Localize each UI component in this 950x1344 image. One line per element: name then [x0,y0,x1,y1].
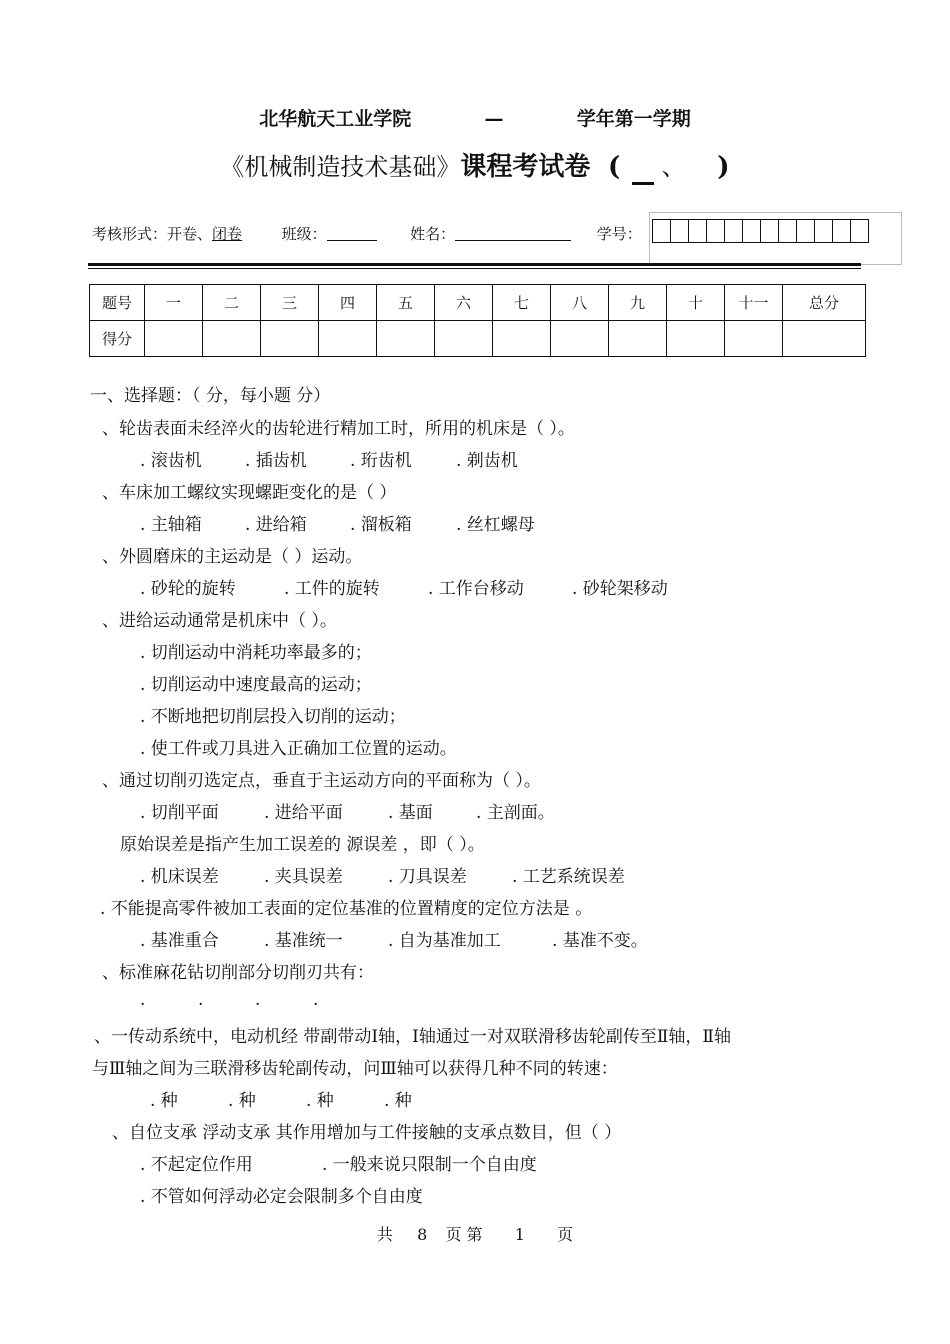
exam-title [0,146,950,185]
score-cell: 二 [203,285,261,321]
student-id-label: 学号： [596,225,642,243]
question-text: 、一传动系统中，电动机经 带副带动Ⅰ轴，Ⅰ轴通过一对双联滑移齿轮副传至Ⅱ轴，Ⅱ轴 [94,1027,731,1047]
id-digit-box[interactable] [832,219,851,243]
score-input-cell[interactable] [435,321,493,357]
exam-header-line1 [0,104,950,131]
option-b: . 一般来说只限制一个自由度 [322,1155,537,1175]
option-b: . 进给平面 [264,803,343,823]
section-title: 一、选择题：（ 分，每小题 分） [90,386,331,406]
option-line: . 不断地把切削层投入切削的运动； [140,707,406,727]
option-b: . 工件的旋转 [284,579,380,599]
score-cell: 十一 [725,285,783,321]
score-cell: 三 [261,285,319,321]
option-a: . [140,990,146,1010]
class-field[interactable] [327,226,377,241]
id-digit-box[interactable] [850,219,869,243]
name-label: 姓名： [410,225,456,243]
score-cell: 六 [435,285,493,321]
option-c: . 工作台移动 [428,579,524,599]
score-table [89,284,866,357]
id-digit-box[interactable] [778,219,797,243]
footer-total-label: 共 [376,1225,393,1244]
option-d: . 砂轮架移动 [572,579,668,599]
option-a: . 不起定位作用 [140,1155,253,1175]
question-text: 、标准麻花钻切削部分切削刃共有： [102,963,374,983]
question-text: 、通过切削刃选定点，垂直于主运动方向的平面称为（ ）。 [102,771,541,791]
option-d: . 丝杠螺母 [456,515,535,535]
term-label: 学年第一学期 [576,108,691,130]
question-text: 、外圆磨床的主运动是（ ）运动。 [102,547,363,567]
score-cell: 一 [145,285,203,321]
id-digit-box[interactable] [796,219,815,243]
score-input-cell[interactable] [319,321,377,357]
id-digit-box[interactable] [706,219,725,243]
option-c: . 珩齿机 [350,451,412,471]
option-d: . 剃齿机 [456,451,518,471]
exam-title-text: 课程考试卷 [460,152,591,182]
score-cell: 八 [551,285,609,321]
score-cell: 四 [319,285,377,321]
id-digit-box[interactable] [760,219,779,243]
option-a: . 主轴箱 [140,515,202,535]
id-digit-box[interactable] [652,219,671,243]
header-rule-thin [88,268,861,269]
name-field[interactable] [455,226,571,241]
question-text: 、车床加工螺纹实现螺距变化的是（ ） [102,483,397,503]
score-table-score-row [90,321,866,357]
course-name: 《机械制造技术基础》 [220,153,461,181]
score-cell: 题号 [90,285,145,321]
id-digit-box[interactable] [742,219,761,243]
score-input-cell[interactable] [203,321,261,357]
class-label: 班级： [281,225,327,243]
score-input-cell[interactable] [377,321,435,357]
option-b: . 种 [228,1091,256,1111]
score-table-header-row [90,285,866,321]
option-a: . 机床误差 [140,867,219,887]
option-d: . [313,990,319,1010]
footer-total-pages: 8 [417,1225,428,1244]
id-digit-box[interactable] [688,219,707,243]
header-rule-thick [88,263,861,266]
question-text-continued: 与Ⅲ轴之间为三联滑移齿轮副传动，问Ⅲ轴可以获得几种不同的转速： [92,1059,618,1079]
question-text: 原始误差是指产生加工误差的 源误差 ，即（ ）。 [120,835,485,855]
question-text: 、自位支承 浮动支承 其作用增加与工件接触的支承点数目，但（ ） [112,1123,622,1143]
page-footer [0,1222,950,1245]
option-c: . [255,990,261,1010]
option-d: . 种 [384,1091,412,1111]
option-b: . [198,990,204,1010]
option-c: . 溜板箱 [350,515,412,535]
score-input-cell[interactable] [783,321,866,357]
student-id-boxes[interactable] [653,219,869,241]
option-b: . 夹具误差 [264,867,343,887]
score-input-cell[interactable] [493,321,551,357]
footer-page-label: 页 第 [445,1225,483,1244]
option-d: . 基准不变。 [552,931,648,951]
option-a: . 砂轮的旋转 [140,579,236,599]
option-line: . 切削运动中消耗功率最多的； [140,643,372,663]
score-cell: 九 [609,285,667,321]
option-b: . 基准统一 [264,931,343,951]
exam-form-closed: 闭卷 [212,225,243,243]
score-cell: 五 [377,285,435,321]
footer-page-end: 页 [557,1225,574,1244]
score-cell: 总分 [783,285,866,321]
id-digit-box[interactable] [724,219,743,243]
score-input-cell[interactable] [667,321,725,357]
option-d: . 工艺系统误差 [512,867,625,887]
option-a: . 种 [150,1091,178,1111]
option-c: . 种 [306,1091,334,1111]
paren-open: ( [608,152,621,182]
exam-meta-row [92,223,642,244]
option-c: . 刀具误差 [388,867,467,887]
score-input-cell[interactable] [725,321,783,357]
option-a: . 基准重合 [140,931,219,951]
exam-form-label: 考核形式：开卷、 [92,225,213,243]
paren-sep: 、 [661,153,686,181]
score-input-cell[interactable] [609,321,667,357]
option-a: . 滚齿机 [140,451,202,471]
score-input-cell[interactable] [261,321,319,357]
question-text: 、轮齿表面未经淬火的齿轮进行精加工时，所用的机床是（ ）。 [102,419,575,439]
footer-page-number: 1 [514,1225,525,1244]
option-b: . 插齿机 [245,451,307,471]
option-a: . 切削平面 [140,803,219,823]
score-cell: 七 [493,285,551,321]
option-c: . 基面 [388,803,433,823]
paren-blank [632,152,654,185]
option-line: . 使工件或刀具进入正确加工位置的运动。 [140,739,457,759]
score-input-cell[interactable] [551,321,609,357]
year-dash: — [484,108,504,130]
option-b: . 进给箱 [245,515,307,535]
option-c: . 自为基准加工 [388,931,501,951]
score-cell: 十 [667,285,725,321]
paren-close: ) [717,152,730,182]
school-name: 北华航天工业学院 [259,108,412,130]
question-text: . 不能提高零件被加工表面的定位基准的位置精度的定位方法是 。 [100,899,593,919]
id-digit-box[interactable] [814,219,833,243]
option-line: . 不管如何浮动必定会限制多个自由度 [140,1187,423,1207]
score-row-label: 得分 [90,321,145,357]
option-line: . 切削运动中速度最高的运动； [140,675,372,695]
score-input-cell[interactable] [145,321,203,357]
id-digit-box[interactable] [670,219,689,243]
option-d: . 主剖面。 [476,803,555,823]
question-text: 、进给运动通常是机床中（ ）。 [102,611,337,631]
